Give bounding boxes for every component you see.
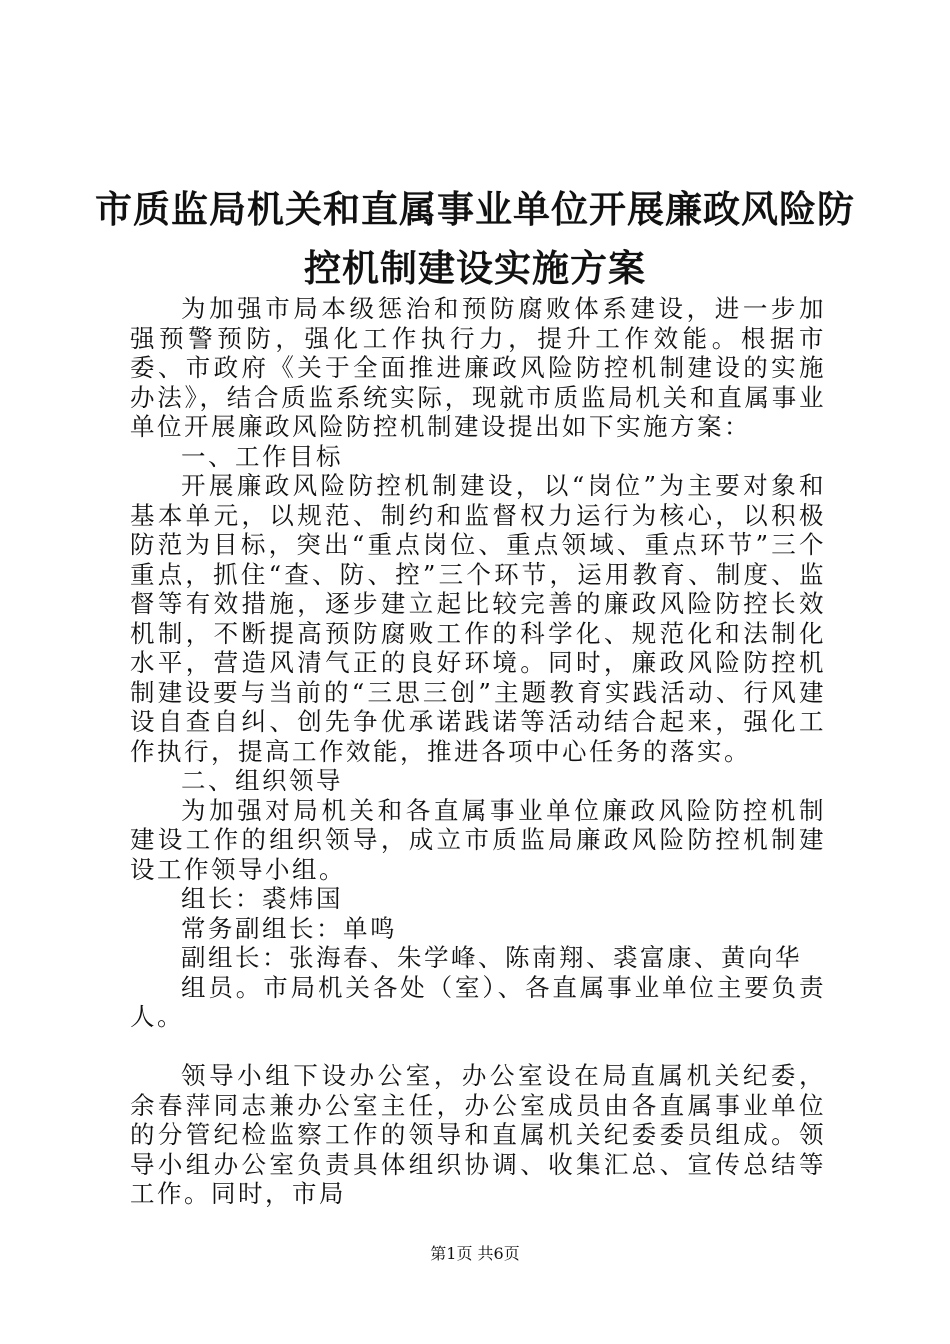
section-heading-goals: 一、工作目标 (181, 441, 343, 471)
team-leader-line: 组长：裘炜国 (181, 884, 343, 913)
intro-paragraph: 为加强市局本级惩治和预防腐败体系建设，进一步加强预警预防，强化工作执行力，提升工作效能。根据市委、市政府《关于全面推进廉政风险防控机制建设的实施办法》，结合质监系统实际，现就市质监局机关和直属事业单位开展廉政风险防控机制建设提出如下实施方案： (130, 294, 826, 441)
document-body (130, 294, 826, 1209)
page-number-footer: 第1页 共6页 (430, 1244, 520, 1263)
blank-line (130, 1032, 826, 1062)
executive-deputy-line: 常务副组长：单鸣 (181, 913, 397, 943)
document-title-line-1: 市质监局机关和直属事业单位开展廉政风险防 (95, 187, 855, 231)
office-paragraph: 领导小组下设办公室，办公室设在局直属机关纪委，余春萍同志兼办公室主任，办公室成员由各直属事业单位的分管纪检监察工作的领导和直属机关纪委委员组成。领导小组办公室负责具体组织协调、收集汇总、宣传总结等工作。同时，市局 (130, 1061, 826, 1208)
section-heading-leadership: 二、组织领导 (181, 766, 343, 795)
document-title-line-2: 控机制建设实施方案 (304, 246, 646, 290)
goals-paragraph: 开展廉政风险防控机制建设，以“岗位”为主要对象和基本单元，以规范、制约和监督权力运行为核心，以积极防范为目标，突出“重点岗位、重点领域、重点环节”三个重点，抓住“查、防、控”三个环节，运用教育、制度、监督等有效措施，逐步建立起比较完善的廉政风险防控长效机制，不断提高预防腐败工作的科学化、规范化和法制化水平，营造风清气正的良好环境。同时，廉政风险防控机制建设要与当前的“三思三创”主题教育实践活动、行风建设自查自纠、创先争优承诺践诺等活动结合起来，强化工作执行，提高工作效能，推进各项中心任务的落实。 (130, 471, 826, 766)
deputy-leaders-line: 副组长：张海春、朱学峰、陈南翔、裘富康、黄向华 (181, 943, 802, 972)
leadership-paragraph: 为加强对局机关和各直属事业单位廉政风险防控机制建设工作的组织领导，成立市质监局廉政风险防控机制建设工作领导小组。 (130, 795, 826, 884)
members-line: 组员。市局机关各处（室）、各直属事业单位主要负责人。 (130, 972, 826, 1031)
